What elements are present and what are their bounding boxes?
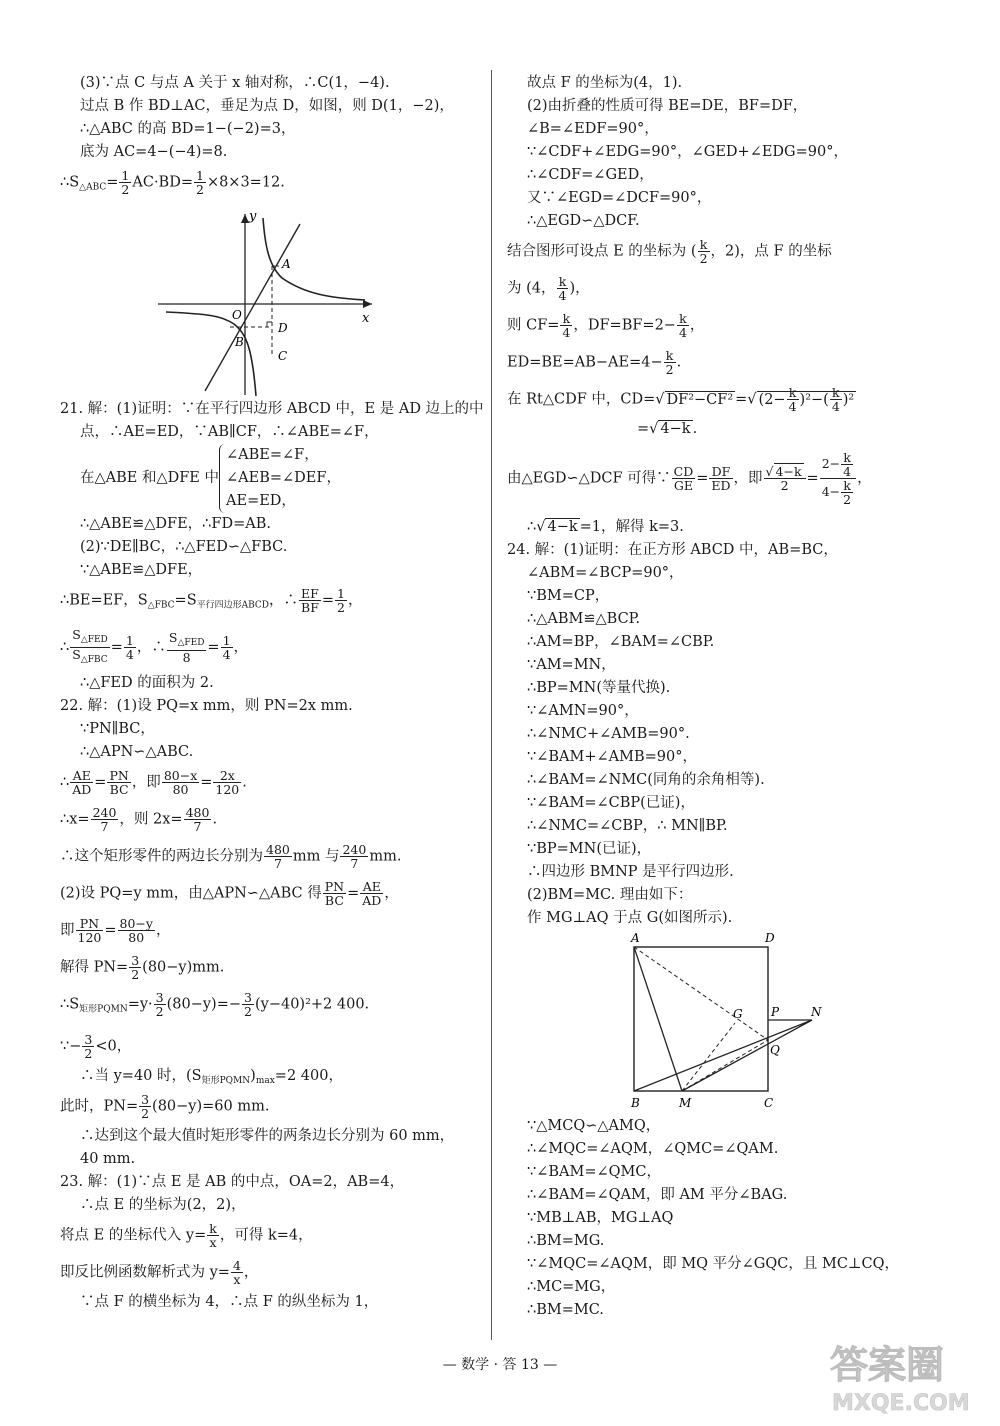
watermark-logo (820, 1330, 990, 1420)
formula-line: 在 Rt△CDF 中，CD=√ DF²−CF² =√ (2− $\frac{k}{4}$ )²−( $\frac{k}{4}$ )² (507, 385, 855, 414)
text-inline: 在△ABE 和△DFE 中 (80, 469, 220, 486)
text-line: ∴BP=MN(等量代换). (527, 680, 671, 696)
text-line: 22. 解：(1)设 PQ=x mm，则 PN=2x mm. (60, 698, 353, 714)
text-line: ∴△ABC 的高 BD=1−(−2)=3， (80, 121, 296, 137)
text-line: ∵△MCQ∽△AMQ， (527, 1118, 661, 1134)
text-line: ∴点 E 的坐标为(2，2)， (80, 1196, 246, 1213)
formula-line: $\therefore S_{矩形PQMN}=y\cdot$ $\frac{3}{2}$ (80−y)=− $\frac{3}{2}$ (y−40)²+2 400. (60, 990, 370, 1019)
text-line: 过点 B 作 BD⊥AC，垂足为点 D，如图，则 D(1，−2)， (80, 98, 454, 114)
text-line: ∵∠MQC=∠AQM，即 MQ 平分∠GQC，且 MC⊥CQ， (527, 1256, 900, 1272)
point-label-g: G (733, 1007, 743, 1021)
text-line: ∴△ABM≌△BCP. (527, 611, 641, 627)
formula-line: 结合图形可设点 E 的坐标为 ( $\frac{k}{2}$ ，2)，点 F 的坐标 (507, 237, 832, 266)
text-line: (3)∵点 C 与点 A 关于 x 轴对称，∴C(1，−4). (80, 75, 390, 91)
formula-line: $\therefore S_{\triangle ABC}=$ $\frac{1}{2}$ AC·BD= $\frac{1}{2}$ ×8×3=12. (60, 168, 285, 197)
formula-line: ∴BE=EF，$S_{\triangle FBC}=S_{平行四边形ABCD}$，∴ $\frac{EF}{BF}$ = $\frac{1}{2}$ ， (60, 585, 363, 615)
text-line: 又∵∠EGD=∠DCF=90°， (527, 190, 712, 206)
text-line: 40 mm. (80, 1150, 136, 1167)
vertex-label-b: B (631, 1096, 640, 1110)
axis-label-x: x (362, 310, 370, 326)
text-line: ∴△FED 的面积为 2. (80, 675, 214, 691)
text-line: 底为 AC=4−(−4)=8. (80, 144, 228, 160)
text-line: ∵PN∥BC， (80, 721, 155, 737)
text-line: ∴∠NMC+∠AMB=90°. (527, 726, 690, 742)
formula-line: 则 CF= $\frac{k}{4}$ ，DF=BF=2− $\frac{k}{4}$ ， (507, 311, 705, 340)
text-line: ∴∠BAM=∠NMC(同角的余角相等). (527, 772, 765, 788)
text-line: 点，∴AE=ED，∵AB∥CF，∴∠ABE=∠F， (80, 423, 379, 440)
formula-line: ∴ $\frac{AE}{AD}$ = $\frac{PN}{BC}$ ，即 $\frac{80-x}{80}$ = $\frac{2x}{120}$ . (60, 768, 247, 797)
formula-line: =√ 4−k . (637, 421, 698, 437)
column-divider (491, 70, 492, 1340)
point-label-c: C (278, 348, 288, 363)
brace-group (219, 444, 341, 513)
formula-line: ED=BE=AB−AE=4− $\frac{k}{2}$ . (507, 348, 682, 377)
point-label-q: Q (770, 1043, 780, 1057)
text-line: ∴AM=BP，∠BAM=∠CBP. (527, 634, 715, 650)
formula-line: ∴√ 4−k =1，解得 k=3. (527, 519, 684, 535)
point-label-b: B (235, 334, 244, 349)
square-figure (507, 930, 937, 1115)
text-line: ∴∠BAM=∠QAM，即 AM 平分∠BAG. (527, 1187, 788, 1203)
watermark-url: MXQE.COM (832, 1391, 970, 1416)
text-line: ∵BP=MN(已证)， (527, 841, 652, 857)
text-line: 24. 解：(1)证明：在正方形 ABCD 中，AB=BC， (507, 542, 838, 558)
formula-line: 解得 PN= $\frac{3}{2}$ (80−y)mm. (60, 953, 225, 982)
text-line: ∴BM=MG. (527, 1233, 605, 1249)
text-line: ∴四边形 BMNP 是平行四边形. (527, 864, 734, 880)
right-column (507, 72, 937, 1322)
text-line: ∵∠BAM+∠AMB=90°， (527, 749, 697, 765)
text-line: ∵BM=CP， (527, 588, 610, 604)
text-line: ∵∠CDF+∠EDG=90°，∠GED+∠EDG=90°， (527, 144, 848, 160)
text-line: ∴△EGD∽△DCF. (527, 213, 640, 229)
text-line: ∴∠NMC=∠CBP，∴ MN∥BP. (527, 818, 728, 834)
text-line: 作 MG⊥AQ 于点 G(如图所示). (527, 910, 733, 926)
vertex-label-c: C (764, 1096, 774, 1110)
formula-line: 即 $\frac{PN}{120}$ = $\frac{80-y}{80}$ ， (60, 916, 171, 945)
text-line: ∵∠AMN=90°， (527, 703, 639, 719)
text-line: ∴△ABE≌△DFE，∴FD=AB. (80, 515, 271, 532)
formula-line: 为 (4， $\frac{k}{4}$ )， (507, 274, 590, 303)
condition-line: AE=ED， (226, 492, 296, 509)
formula-line: ∴当 y=40 时，$(S_{矩形PQMN})_{max}=2$ 400， (80, 1067, 343, 1086)
formula-line: 此时，PN= $\frac{3}{2}$ (80−y)=60 mm. (60, 1091, 270, 1121)
formula-line: ∴x= $\frac{240}{7}$ ，则 2x= $\frac{480}{7}$ . (60, 805, 218, 834)
point-label-p: P (771, 1005, 780, 1019)
condition-line: ∠AEB=∠DEF， (226, 469, 341, 486)
text-line: 21. 解：(1)证明：∵在平行四边形 ABCD 中，E 是 AD 边上的中 (60, 400, 484, 417)
point-label-a: A (282, 256, 291, 271)
formula-line: 将点 E 的坐标代入 y= $\frac{k}{x}$ ，可得 k=4， (60, 1220, 313, 1250)
condition-line: ∠ABE=∠F， (226, 446, 319, 463)
point-label-d: D (278, 320, 288, 335)
text-line: ∵∠BAM=∠CBP(已证)， (527, 795, 695, 811)
formula-line: (2)设 PQ=y mm，由△APN∽△ABC 得 $\frac{PN}{BC}$ = $\frac{AE}{AD}$ ， (60, 879, 399, 908)
axis-label-y: y (249, 208, 257, 224)
text-line: ∴BM=MC. (527, 1302, 604, 1318)
text-line: ∠ABM=∠BCP=90°， (527, 565, 684, 581)
text-line: ∴∠MQC=∠AQM，∠QMC=∠QAM. (527, 1141, 779, 1157)
formula-line: 由△EGD∽△DCF 可得∵ $\frac{CD}{GE}$ = $\frac{DF}{ED}$ ，即 $\frac{√ 4-k}{2}$ = 2− $\frac{k}{4}$ 4− $\frac{k}{2}$ ， (507, 450, 872, 507)
text-line: ∴MC=MG， (527, 1279, 616, 1295)
text-line: ∵点 F 的横坐标为 4，∴点 F 的纵坐标为 1， (80, 1293, 379, 1310)
text-line: ∵MB⊥AB，MG⊥AQ (527, 1210, 674, 1226)
vertex-label-d: D (765, 931, 775, 945)
text-line: ∴△APN∽△ABC. (80, 744, 194, 760)
text-line: ∵△ABE≌△DFE， (80, 561, 203, 578)
text-line: ∵∠BAM=∠QMC， (527, 1164, 661, 1180)
text-line: ∴∠CDF=∠GED， (527, 167, 654, 183)
left-column (60, 72, 484, 1314)
text-line: (2)BM=MC. 理由如下： (527, 887, 693, 903)
text-line: 故点 F 的坐标为(4，1). (527, 75, 683, 91)
text-line: 23. 解：(1)∵点 E 是 AB 的中点，OA=2，AB=4， (60, 1173, 405, 1190)
formula-line: ∴ $\frac{S_{\triangle FED}}{S_{\triangle FBC}}$ = $\frac{1}{4}$ ，∴ $\frac{S_{\triangle FED}}{8}$ = $\frac{1}{4}$ ， (60, 627, 249, 665)
formula-line: ∵− $\frac{3}{2}$ <0， (60, 1031, 132, 1061)
formula-line: ∴这个矩形零件的两边长分别为 $\frac{480}{7}$ mm 与 $\frac{240}{7}$ mm. (60, 842, 402, 871)
text-line: ∴达到这个最大值时矩形零件的两条边长分别为 60 mm， (80, 1127, 455, 1144)
hyperbola-figure (60, 206, 478, 398)
formula-line: 即反比例函数解析式为 y= $\frac{4}{x}$ ， (60, 1257, 259, 1287)
text-line: ∠B=∠EDF=90°， (527, 121, 659, 137)
vertex-label-a: A (631, 931, 640, 945)
text-line: ∵AM=MN， (527, 657, 616, 673)
congruence-system (60, 444, 478, 513)
point-label-n: N (811, 1005, 822, 1019)
page-footer: — 数学 · 答 13 — (442, 1357, 558, 1373)
point-label-m: M (679, 1096, 692, 1110)
watermark-title: 答案圈 (830, 1343, 945, 1387)
text-line: (2)由折叠的性质可得 BE=DE，BF=DF， (527, 98, 808, 114)
text-line: (2)∵DE∥BC，∴△FED∽△FBC. (80, 538, 288, 555)
origin-label: O (232, 307, 242, 322)
